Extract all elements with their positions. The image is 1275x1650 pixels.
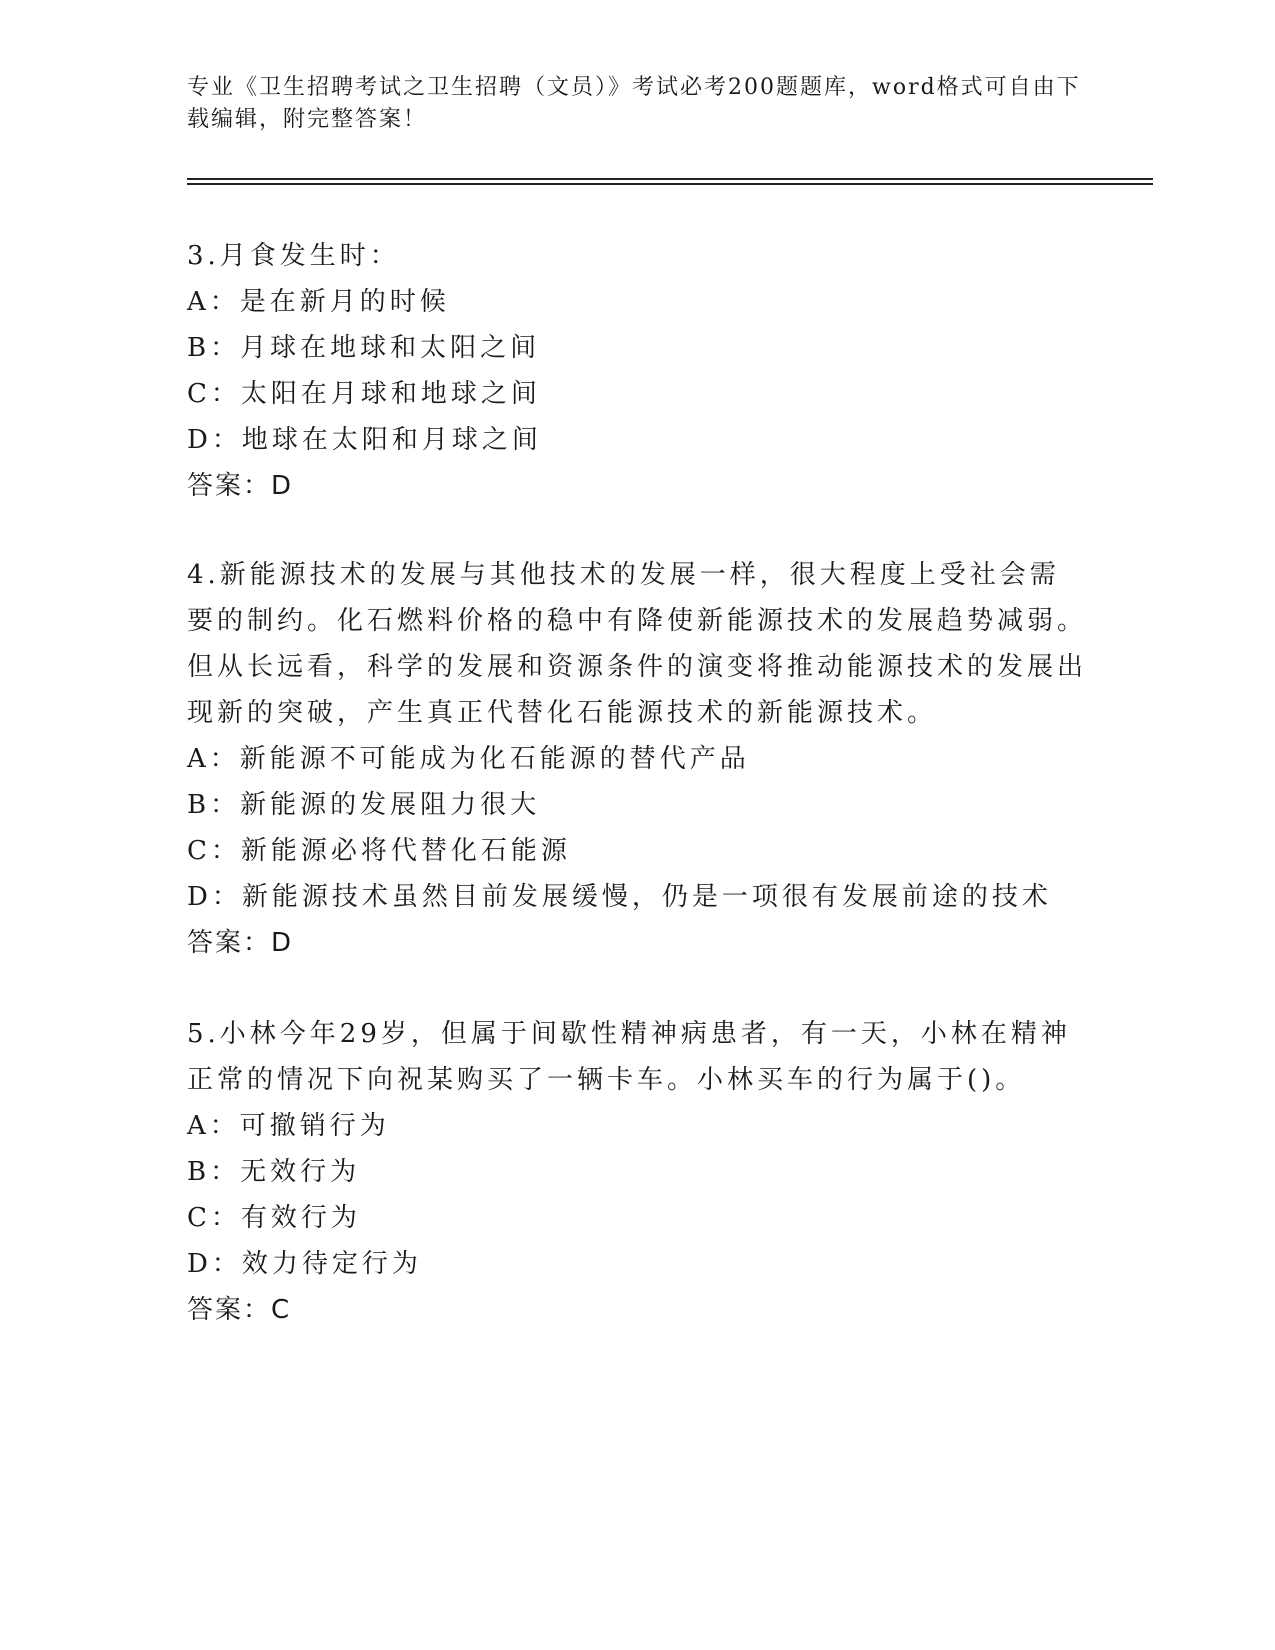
question-3 — [187, 233, 1087, 509]
question-stem: 3.月食发生时： — [187, 241, 400, 271]
question-4 — [187, 552, 1087, 966]
answer-line: 答案：D — [187, 471, 294, 501]
question-5 — [187, 1011, 1087, 1333]
header-divider-top — [187, 178, 1153, 180]
option-b: B：月球在地球和太阳之间 — [187, 333, 541, 363]
option-b: B：无效行为 — [187, 1157, 361, 1187]
option-d: D：新能源技术虽然目前发展缓慢，仍是一项很有发展前途的技术 — [187, 882, 1052, 912]
question-stem: 5.小林今年29岁，但属于间歇性精神病患者，有一天，小林在精神正常的情况下向祝某购买了一辆卡车。小林买车的行为属于()。 — [187, 1019, 1071, 1095]
option-c: C：太阳在月球和地球之间 — [187, 379, 541, 409]
header-divider-bottom — [187, 183, 1153, 185]
option-a: A：可撤销行为 — [187, 1111, 390, 1141]
answer-line: 答案：D — [187, 928, 294, 958]
option-a: A：是在新月的时候 — [187, 287, 450, 317]
option-d: D：地球在太阳和月球之间 — [187, 425, 542, 455]
option-d: D：效力待定行为 — [187, 1249, 422, 1279]
option-b: B：新能源的发展阻力很大 — [187, 790, 541, 820]
document-header: 专业《卫生招聘考试之卫生招聘（文员）》考试必考200题题库，word格式可自由下载编辑，附完整答案！ — [187, 75, 1081, 132]
question-stem: 4.新能源技术的发展与其他技术的发展一样，很大程度上受社会需要的制约。化石燃料价格的稳中有降使新能源技术的发展趋势减弱。但从长远看，科学的发展和资源条件的演变将推动能源技术的发展出现新的突破，产生真正代替化石能源技术的新能源技术。 — [187, 560, 1088, 728]
option-c: C：新能源必将代替化石能源 — [187, 836, 571, 866]
option-a: A：新能源不可能成为化石能源的替代产品 — [187, 744, 750, 774]
option-c: C：有效行为 — [187, 1203, 361, 1233]
answer-line: 答案：C — [187, 1295, 292, 1325]
